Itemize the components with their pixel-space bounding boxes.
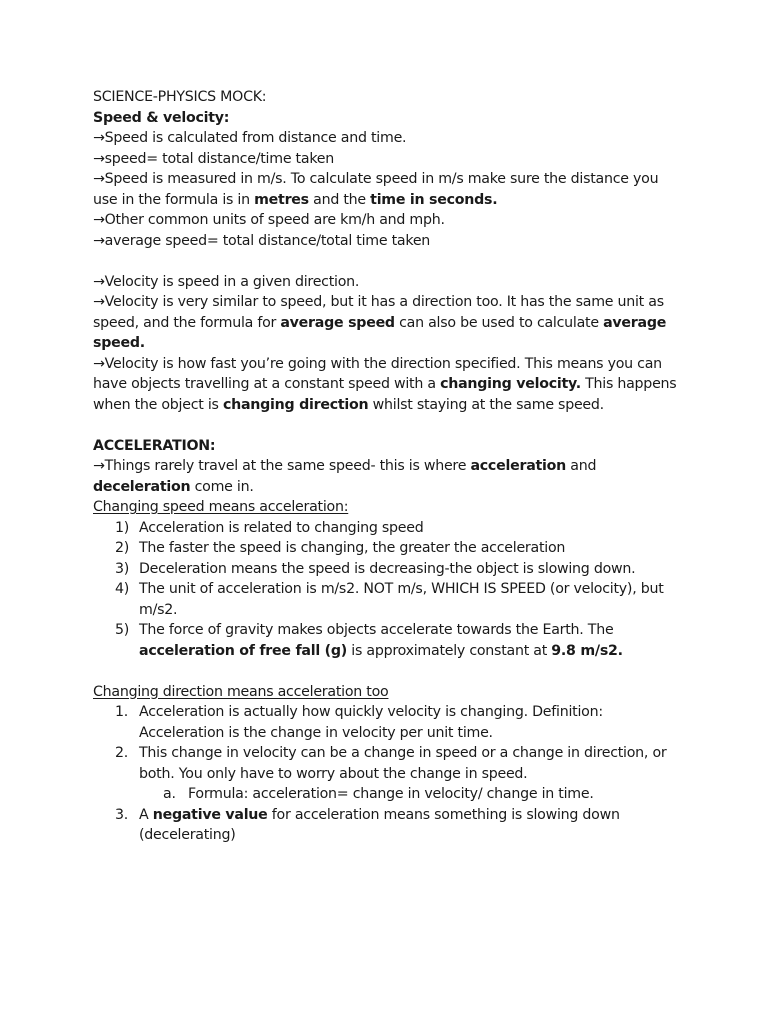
list-number: 1) — [115, 519, 130, 536]
speed-line: →speed= total distance/time taken — [93, 150, 334, 167]
velocity-line: speed, and the formula for average speed can also be used to calculate average — [93, 314, 667, 331]
list-item — [93, 743, 693, 784]
sub-list-item — [93, 784, 693, 805]
changing-speed-list — [93, 518, 693, 662]
list-letter: a. — [163, 786, 176, 802]
list-number: 1. — [115, 704, 129, 720]
list-item — [93, 518, 693, 539]
speed-line: →Speed is measured in m/s. To calculate speed in m/s make sure the distance you — [93, 171, 659, 187]
acceleration-intro-line: deceleration come in. — [93, 478, 254, 495]
list-number: 2. — [115, 745, 129, 761]
list-item — [93, 702, 693, 743]
acceleration-intro-line: →Things rarely travel at the same speed- this is where acceleration and — [93, 458, 597, 474]
spacer — [93, 415, 693, 436]
changing-direction-list — [93, 702, 693, 846]
speed-line: →Other common units of speed are km/h and mph. — [93, 212, 445, 228]
list-item-text: The unit of acceleration is m/s2. NOT m/s, WHICH IS SPEED (or velocity), but — [139, 581, 664, 597]
list-number: 5) — [115, 622, 130, 638]
list-item-text: m/s2. — [139, 601, 178, 618]
document-body — [93, 87, 693, 846]
velocity-line: →Velocity is speed in a given direction. — [93, 273, 360, 290]
list-item-text: The force of gravity makes objects accelerate towards the Earth. The — [139, 622, 614, 638]
velocity-line: →Velocity is very similar to speed, but it has a direction too. It has the same unit as — [93, 294, 664, 310]
list-item-text: Acceleration is related to changing speed — [139, 519, 424, 536]
list-item-text: Acceleration is the change in velocity per unit time. — [139, 724, 493, 741]
speed-heading: Speed & velocity: — [93, 109, 230, 126]
spacer — [93, 251, 693, 272]
document-title: SCIENCE-PHYSICS MOCK: — [93, 89, 267, 105]
list-item-text: This change in velocity can be a change in speed or a change in direction, or — [139, 745, 667, 761]
list-number: 4) — [115, 581, 130, 597]
list-item-text: Deceleration means the speed is decreasing-the object is slowing down. — [139, 560, 636, 577]
list-item-text: (decelerating) — [139, 827, 236, 843]
list-item-text: The faster the speed is changing, the greater the acceleration — [139, 540, 566, 556]
velocity-line: →Velocity is how fast you’re going with the direction specified. This means you can — [93, 355, 662, 372]
subheading-changing-speed: Changing speed means acceleration: — [93, 499, 349, 515]
subheading-changing-direction: Changing direction means acceleration too — [93, 683, 389, 700]
list-item — [93, 620, 693, 661]
list-item — [93, 538, 693, 559]
list-item-text: Formula: acceleration= change in velocity/ change in time. — [188, 786, 594, 802]
speed-line: →average speed= total distance/total time taken — [93, 232, 431, 249]
list-item-text: both. You only have to worry about the change in speed. — [139, 765, 528, 782]
list-item-text: Acceleration is actually how quickly velocity is changing. Definition: — [139, 704, 603, 720]
list-item — [93, 579, 693, 620]
list-item — [93, 805, 693, 846]
list-number: 2) — [115, 540, 130, 556]
speed-line: use in the formula is in metres and the time in seconds. — [93, 191, 498, 208]
velocity-line: speed. — [93, 335, 145, 351]
list-item — [93, 559, 693, 580]
velocity-line: have objects travelling at a constant speed with a changing velocity. This happens — [93, 376, 677, 392]
list-number: 3) — [115, 560, 130, 577]
spacer — [93, 661, 693, 682]
velocity-line: when the object is changing direction whilst staying at the same speed. — [93, 396, 604, 413]
list-item-text: A negative value for acceleration means something is slowing down — [139, 806, 620, 823]
speed-line: →Speed is calculated from distance and time. — [93, 130, 407, 146]
acceleration-heading: ACCELERATION: — [93, 437, 216, 454]
list-number: 3. — [115, 806, 129, 823]
list-item-text: acceleration of free fall (g) is approximately constant at 9.8 m/s2. — [139, 642, 623, 659]
